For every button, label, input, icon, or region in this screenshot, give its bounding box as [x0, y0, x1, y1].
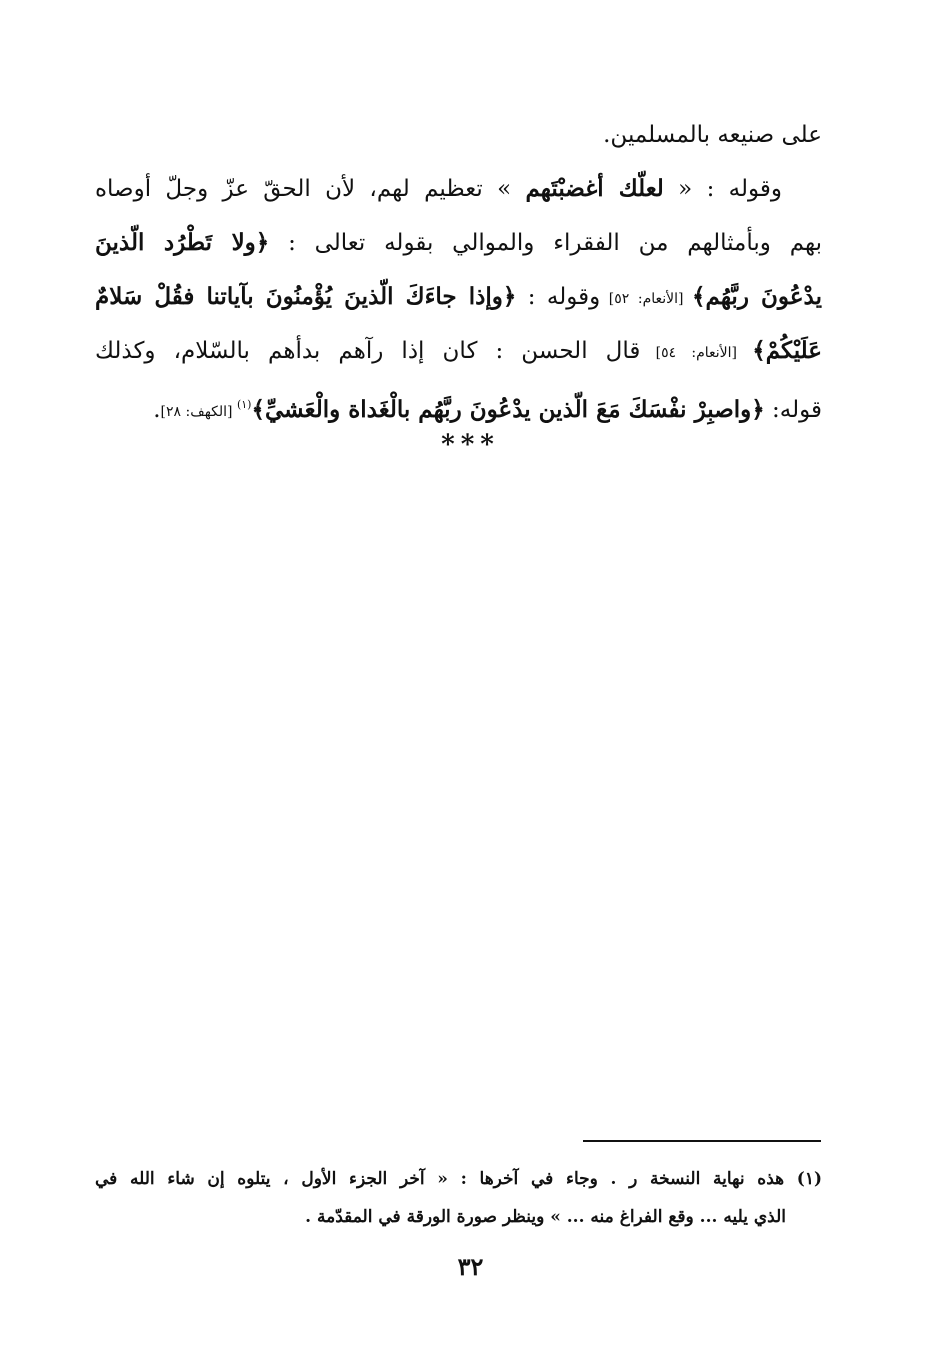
- text-line-4: يدْعُونَ ربَّهُم﴾ [الأنعام: ٥٢] وقوله : ﴿وإذا جاءَكَ الّذينَ يُؤْمنُونَ بآياتنا فقُلْ سَلامٌ: [95, 283, 822, 310]
- quoted-phrase: لعلّك أغضبْتَهم: [525, 175, 664, 202]
- quran-verse: ﴿واصبِرْ نفْسَكَ مَعَ الّذين يدْعُونَ ربَّهُم بالْغَداة والْعَشيِّ﴾: [251, 396, 765, 423]
- quran-verse: ﴿وإذا جاءَكَ الّذينَ يُؤْمنُونَ بآياتنا فقُلْ سَلامٌ: [95, 283, 517, 310]
- text-line-6: قوله: ﴿واصبِرْ نفْسَكَ مَعَ الّذين يدْعُونَ ربَّهُم بالْغَداة والْعَشيِّ﴾$^{(١)}$ [الكهف: ٢٨].: [153, 396, 822, 423]
- section-separator: ***: [441, 430, 500, 460]
- verse-reference: [الأنعام: ٥٤]: [640, 345, 753, 361]
- page-number: ٣٢: [457, 1252, 484, 1281]
- text-line-3: بهم وبأمثالهم من الفقراء والموالي بقوله تعالى : ﴿ولا تَطْرُد الّذينَ: [95, 229, 822, 256]
- main-text: [95, 108, 822, 432]
- footnotes: [95, 1160, 822, 1236]
- quran-verse: عَلَيْكُمْ﴾: [752, 337, 822, 364]
- footnote-marker: (١): [236, 398, 252, 411]
- footnote-line-1: (١) هذه نهاية النسخة ر . وجاء في آخرها : « آخر الجزء الأول ، يتلوه إن شاء الله في: [95, 1169, 822, 1189]
- footnote-divider: [583, 1140, 821, 1142]
- verse-reference: [الأنعام: ٥٢]: [600, 291, 693, 307]
- footnote-line-2: الذي يليه ... وقع الفراغ منه ... » وينظر صورة الورقة في المقدّمة .: [305, 1207, 786, 1227]
- quran-verse: يدْعُونَ ربَّهُم﴾: [692, 283, 822, 310]
- quran-verse: ﴿ولا تَطْرُد الّذينَ: [95, 229, 270, 256]
- text-line-1: على صنيعه بالمسلمين.: [603, 122, 822, 148]
- text-line-2: وقوله : « لعلّك أغضبْتَهم » تعظيم لهم، لأن الحقّ عزّ وجلّ أوصاه: [95, 175, 783, 202]
- verse-reference: [الكهف: ٢٨]: [160, 404, 237, 420]
- text-line-5: عَلَيْكُمْ﴾ [الأنعام: ٥٤] قال الحسن : كان إذا رآهم بدأهم بالسّلام، وكذلك: [95, 337, 822, 364]
